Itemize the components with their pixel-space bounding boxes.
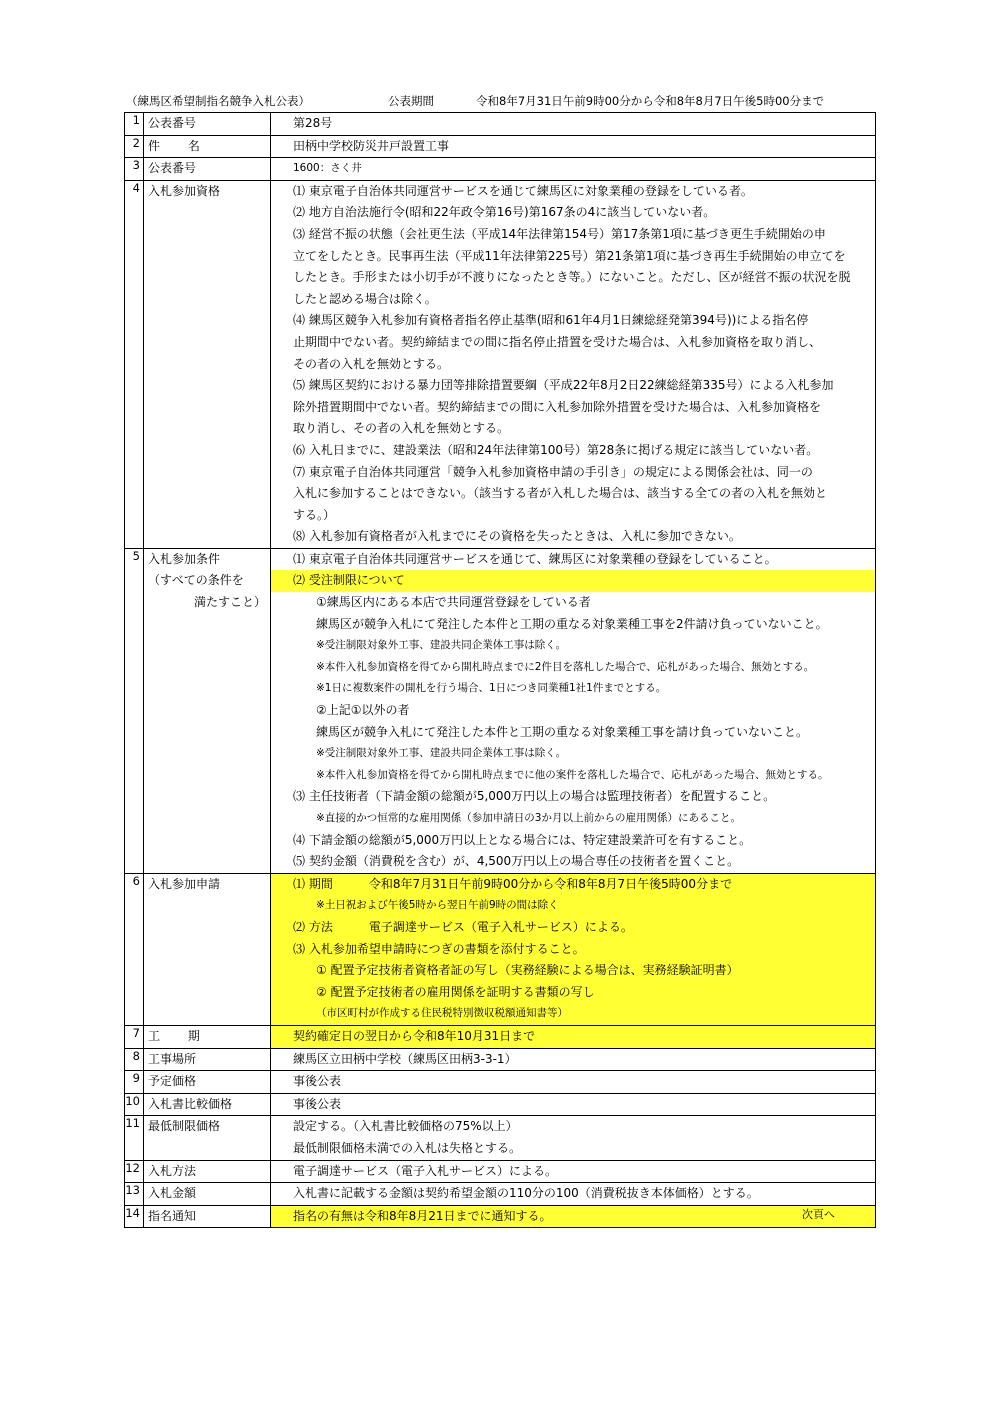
row-content-line: 練馬区が競争入札にて発注した本件と工期の重なる対象業種工事を請け負っていないこと。 [316,724,809,739]
row-content-line: 止期間中でない者。契約締結までの間に指名停止措置を受けた場合は、入札参加資格を取り消し、 [293,334,822,349]
row-content-note: ※本件入札参加資格を得てから開札時点までに他の案件を落札した場合で、応札があった場合、無効とする。 [316,768,829,781]
table-row [125,1160,876,1183]
row-label: 入札参加条件 [148,551,221,566]
row-number: 10 [125,1093,144,1116]
row-number: 6 [125,873,144,1025]
row-label: 最低制限価格 [148,1119,221,1134]
row-content-line: ⑴ 東京電子自治体共同運営サービスを通じて練馬区に対象業種の登録をしている者。 [293,183,753,198]
table-row [125,113,876,136]
table-row [125,1205,876,1228]
row-number: 13 [125,1183,144,1206]
row-number: 12 [125,1160,144,1183]
row-number: 3 [125,158,144,181]
row-content-note: ※受注制限対象外工事、建設共同企業体工事は除く。 [316,747,567,760]
row-content-line: 事後公表 [293,1074,342,1089]
row-content-line: ⑸ 契約金額（消費税を含む）が、4,500万円以上の場合専任の技術者を置くこと。 [293,854,740,869]
row-number: 7 [125,1025,144,1048]
row-label-note: 満たすこと） [193,595,266,610]
row-content-line: 田柄中学校防災井戸設置工事 [293,138,450,153]
row-label: 件 名 [148,138,200,153]
row-content-line-highlighted: ① 配置予定技術者資格者証の写し（実務経験による場合は、実務経験証明書） [316,963,739,978]
row-content-line: 立てをしたとき。民事再生法（平成11年法律第225号）第21条第1項に基づき再生手続開始の申立てを [293,248,846,263]
row-content-line: ⑺ 東京電子自治体共同運営「競争入札参加資格申請の手引き」の規定による関係会社は、同一の [293,464,813,479]
next-page-note: 次頁へ [802,1208,835,1221]
row-content-line: その者の入札を無効とする。 [293,356,450,371]
row-content-line: ⑷ 練馬区競争入札参加有資格者指名停止基準(昭和61年4月1日練総経発第394号))による指名停 [293,313,809,328]
table-row [125,1183,876,1206]
header-period-label: 公表期間 [388,94,434,108]
table-row [125,158,876,181]
row-content-note: （市区町村が作成する住民税特別徴収税額通知書等） [316,1007,568,1020]
row-content-line: 除外措置期間中でない者。契約締結までの間に入札参加除外措置を受けた場合は、入札参加資格を [293,399,822,414]
row-label: 公表番号 [148,116,197,130]
table-row [125,135,876,158]
row-label: 入札参加資格 [148,183,221,198]
row-label: 入札書比較価格 [148,1096,233,1111]
row-content-line: ⑷ 下請金額の総額が5,000万円以上となる場合には、特定建設業許可を有すること。 [293,832,752,847]
row-content-line-highlighted: ⑵ 受注制限について [271,570,875,592]
table-row [125,873,876,1025]
row-content-line: 取り消し、その者の入札を無効とする。 [293,421,510,436]
row-content-line: ⑴ 東京電子自治体共同運営サービスを通じて、練馬区に対象業種の登録をしていること。 [293,551,777,566]
row-content-line: 練馬区が競争入札にて発注した本件と工期の重なる対象業種工事を2件請け負っていないこと。 [316,616,828,631]
row-content-line: 入札に参加することはできない。（該当する者が入札した場合は、該当する全ての者の入札を無効と [293,486,828,501]
row-number: 14 [125,1205,144,1228]
row-content-line: 練馬区立田柄中学校（練馬区田柄3-3-1） [293,1051,517,1066]
row-label-note: （すべての条件を [148,573,244,588]
table-row [125,1071,876,1094]
table-row [125,1048,876,1071]
row-content-note: ※土日祝および午後5時から翌日午前9時の間は除く [316,899,559,912]
row-label: 予定価格 [148,1074,197,1089]
row-content-line: する。） [293,507,336,522]
row-content-line: ⑹ 入札日までに、建設業法（昭和24年法律第100号）第28条に掲げる規定に該当していない者。 [293,442,819,457]
row-label: 入札参加申請 [148,876,221,891]
table-row [125,548,876,873]
row-content-line: 入札書に記載する金額は契約希望金額の110分の100（消費税抜き本体価格）とする。 [293,1186,759,1201]
table-row [125,1116,876,1160]
bid-notice-table [124,112,876,1228]
row-content-note: ※受注制限対象外工事、建設共同企業体工事は除く。 [316,639,567,652]
row-content-line: ①練馬区内にある本店で共同運営登録をしている者 [316,595,591,610]
row-label: 工 期 [148,1028,200,1043]
row-content-line: 1600：さく井 [293,162,362,175]
table-row [125,1093,876,1116]
row-content-line-highlighted: ⑶ 入札参加希望申請時につぎの書類を添付すること。 [293,941,585,956]
row-number: 11 [125,1116,144,1160]
row-content-line: ⑻ 入札参加有資格者が入札までにその資格を失ったときは、入札に参加できない。 [293,529,741,544]
row-content-line: したとき。手形または小切手が不渡りになったとき等。）にないこと。ただし、区が経営不振の状況を脱 [293,270,851,285]
row-content-line: 電子調達サービス（電子入札サービス）による。 [293,1163,558,1178]
row-content-note: ※1日に複数案件の開札を行う場合、1日につき同業種1社1件までとする。 [316,682,667,695]
row-content-note: ※直接的かつ恒常的な雇用関係（参加申請日の3か月以上前からの雇用関係）にあること。 [316,812,741,824]
row-number: 8 [125,1048,144,1071]
row-content-line: ⑶ 主任技術者（下請金額の総額が5,000万円以上の場合は監理技術者）を配置すること。 [293,789,776,804]
row-content-line: ②上記①以外の者 [316,703,410,718]
row-content-line-highlighted: ② 配置予定技術者の雇用関係を証明する書類の写し [316,984,595,999]
row-number: 2 [125,135,144,158]
row-content-line-highlighted: ⑴ 期間 令和8年7月31日午前9時00分から令和8年8月7日午後5時00分まで [293,876,733,891]
row-content-line: 第28号 [293,116,333,130]
row-content-line: ⑶ 経営不振の状態（会社更生法（平成14年法律第154号）第17条第1項に基づき更生手続開始の申 [293,226,826,241]
row-content-line: ⑸ 練馬区契約における暴力団等排除措置要綱（平成22年8月2日22練総経第335号）による入札参加 [293,378,834,393]
table-row [125,180,876,548]
table-row [125,1025,876,1048]
header-title: （練馬区希望制指名競争入札公表） [126,94,310,108]
header-period-value: 令和8年7月31日午前9時00分から令和8年8月7日午後5時00分まで [476,94,825,108]
row-content-line: 事後公表 [293,1096,342,1111]
row-label: 入札金額 [148,1186,197,1201]
row-number: 9 [125,1071,144,1094]
row-content-line: したと認める場合は除く。 [293,291,437,306]
row-content-line-highlighted: 契約確定日の翌日から令和8年10月31日まで [293,1028,536,1043]
row-content-line-highlighted: 指名の有無は令和8年8月21日までに通知する。 [293,1208,552,1223]
row-number: 1 [125,113,144,136]
row-label: 指名通知 [148,1208,197,1223]
row-number: 4 [125,180,144,548]
row-content-line-highlighted: ⑵ 方法 電子調達サービス（電子入札サービス）による。 [293,919,633,934]
row-label: 入札方法 [148,1163,197,1178]
row-label: 公表番号 [148,161,197,176]
row-number: 5 [125,548,144,873]
row-content-line: 最低制限価格未満での入札は失格とする。 [293,1140,522,1155]
row-content-note: ※本件入札参加資格を得てから開札時点までに2件目を落札した場合で、応札があった場合、無効とする。 [316,660,815,673]
row-label: 工事場所 [148,1051,197,1066]
row-content-line: ⑵ 地方自治法施行令(昭和22年政令第16号)第167条の4に該当していない者。 [293,205,716,220]
row-content-line: 設定する。（入札書比較価格の75%以上） [293,1119,518,1134]
